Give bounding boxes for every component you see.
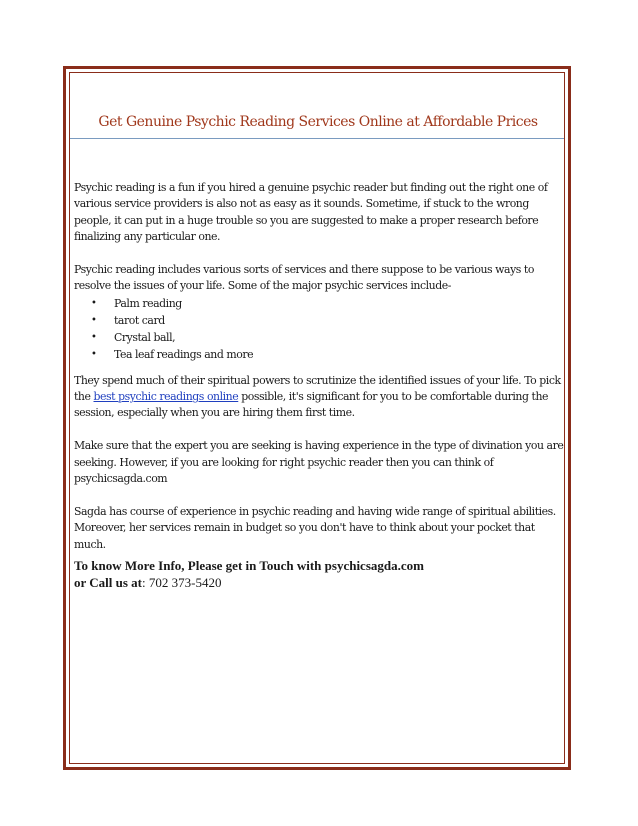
contact-website: psychicsagda.com <box>324 558 424 573</box>
list-item-label: tarot card <box>114 314 165 328</box>
paragraph-spiritual-powers <box>74 373 564 422</box>
contact-block <box>74 557 564 591</box>
bullet-icon: • <box>91 332 97 344</box>
list-item <box>91 329 564 346</box>
contact-call-label: or Call us at <box>74 575 143 590</box>
paragraph-intro: Psychic reading is a fun if you hired a genuine psychic reader but finding out the right one of various service providers is also not as easy as it sounds. Sometime, if stuck to the wrong people, it can put in a huge trouble so you are suggested to make a proper research before finalizing any particular one. <box>74 181 548 244</box>
list-item <box>91 346 564 363</box>
paragraph-text: They spend much of their spiritual powers to scrutinize the identified issues of your life. To pick the <box>74 373 561 404</box>
bullet-icon: • <box>91 349 97 361</box>
list-item <box>91 295 564 312</box>
contact-phone-number: 702 373-5420 <box>148 575 222 590</box>
paragraph-text: possible, it's significant for you to be comfortable during the session, especially when you are hiring them first time. <box>74 390 549 420</box>
list-item-label: Crystal ball, <box>114 331 176 345</box>
contact-line-phone <box>74 574 564 591</box>
list-item-label: Palm reading <box>114 296 182 310</box>
bullet-icon: • <box>91 315 97 327</box>
services-list <box>74 295 564 364</box>
paragraph-sagda: Sagda has course of experience in psychic reading and having wide range of spiritual abilities. Moreover, her services remain in budget so you don't have to think about your pocket that much. <box>74 504 556 551</box>
list-item-label: Tea leaf readings and more <box>114 348 254 362</box>
paragraph-expert: Make sure that the expert you are seeking is having experience in the type of divination you are seeking. However, if you are looking for right psychic reader then you can think of psychicsagda.com <box>74 439 564 486</box>
contact-colon: : <box>142 575 149 590</box>
document-title: Get Genuine Psychic Reading Services Online at Affordable Prices <box>98 114 538 130</box>
contact-line-info <box>74 557 564 574</box>
contact-info-label: To know More Info, Please get in Touch with <box>74 558 325 573</box>
document-body <box>74 180 564 569</box>
best-psychic-readings-link[interactable]: best psychic readings online <box>93 390 239 404</box>
bullet-icon: • <box>91 297 97 309</box>
paragraph-services-intro: Psychic reading includes various sorts of services and there suppose to be various ways to resolve the issues of your life. Some of the major psychic services include- <box>74 263 534 293</box>
title-underline-rule <box>70 138 564 139</box>
list-item <box>91 312 564 329</box>
